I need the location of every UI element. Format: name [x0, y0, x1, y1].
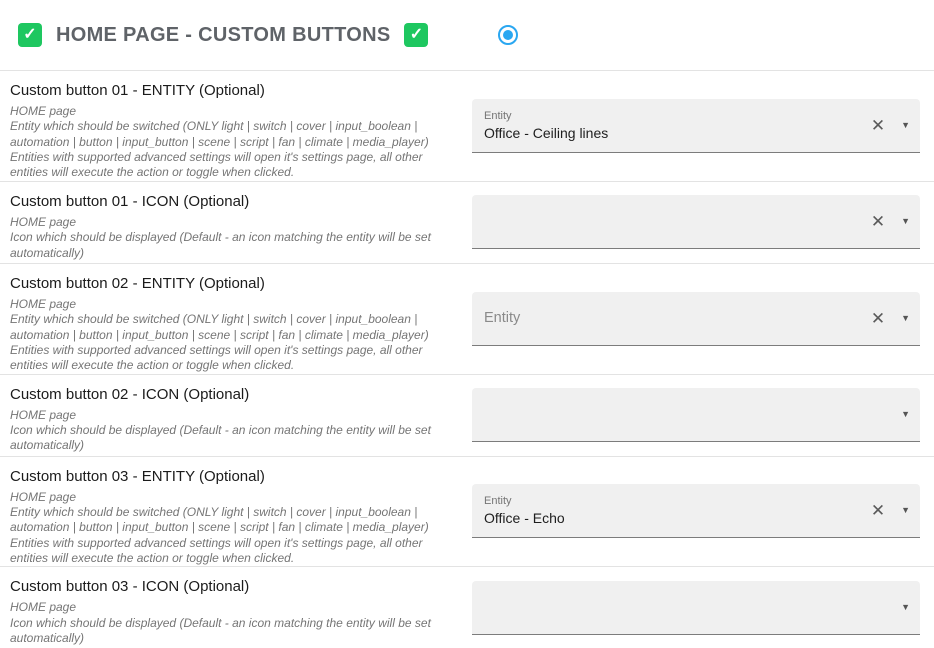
icon-select-custom-button-01[interactable]	[472, 195, 920, 249]
row-text	[10, 182, 466, 261]
desc-line: Entities with supported advanced settings will open it's settings page, all other entities will execute the action or toggle when clicked.	[10, 150, 423, 180]
page-title: HOME PAGE - CUSTOM BUTTONS	[56, 23, 391, 46]
row-text	[10, 375, 466, 454]
icon-select-custom-button-03[interactable]	[472, 581, 920, 635]
desc-line: Entities with supported advanced settings will open it's settings page, all other entities will execute the action or toggle when clicked.	[10, 342, 423, 373]
chevron-down-icon[interactable]: ▼	[901, 119, 910, 130]
desc-line: Icon which should be displayed (Default - an icon matching the entity will be set automatically)	[10, 230, 431, 260]
row-field	[472, 292, 920, 346]
desc-line: Icon which should be displayed (Default - an icon matching the entity will be set automatically)	[10, 615, 431, 646]
row-field	[472, 484, 920, 538]
clear-icon[interactable]: ✕	[870, 308, 886, 328]
desc-line: Icon which should be displayed (Default - an icon matching the entity will be set automatically)	[10, 422, 431, 453]
desc-line: Entity which should be switched (ONLY light | switch | cover | input_boolean | automation | button | input_button | scene | script | fan | climate | media_player)	[10, 504, 429, 535]
row-title: Custom button 02 - ICON (Optional)	[10, 385, 250, 403]
desc-line: HOME page	[10, 407, 77, 422]
desc-line: HOME page	[10, 214, 77, 229]
icon-select-custom-button-02[interactable]	[472, 388, 920, 442]
row-title: Custom button 01 - ICON (Optional)	[10, 192, 250, 210]
config-row-custom-button-01-icon	[0, 181, 934, 263]
row-field	[472, 99, 920, 153]
row-text	[10, 71, 466, 181]
field-text	[484, 495, 871, 526]
row-title: Custom button 02 - ENTITY (Optional)	[10, 274, 265, 292]
config-row-custom-button-02-icon	[0, 374, 934, 456]
field-text	[484, 310, 871, 326]
chevron-down-icon[interactable]: ▼	[901, 216, 910, 227]
entity-select-custom-button-03[interactable]	[472, 484, 920, 538]
desc-line: HOME page	[10, 600, 77, 615]
page-header	[0, 0, 934, 70]
field-text	[484, 110, 871, 141]
chevron-down-icon[interactable]: ▼	[901, 312, 910, 323]
clear-icon[interactable]: ✕	[870, 212, 886, 232]
desc-line: HOME page	[10, 296, 77, 311]
radio-dot-icon	[503, 30, 513, 40]
desc-line: Entity which should be switched (ONLY light | switch | cover | input_boolean | automation | button | input_button | scene | script | fan | climate | media_player)	[10, 312, 429, 342]
row-field	[472, 581, 920, 635]
entity-select-custom-button-02[interactable]	[472, 292, 920, 346]
chevron-down-icon[interactable]: ▼	[901, 409, 910, 420]
field-placeholder: Entity	[484, 310, 521, 327]
chevron-down-icon[interactable]: ▼	[901, 505, 910, 516]
clear-icon[interactable]: ✕	[870, 115, 886, 135]
row-field	[472, 388, 920, 442]
desc-line: Entities with supported advanced settings will open it's settings page, all other entities will execute the action or toggle when clicked.	[10, 535, 423, 566]
config-row-custom-button-03-icon	[0, 566, 934, 648]
row-title: Custom button 03 - ENTITY (Optional)	[10, 467, 265, 485]
field-value: Office - Echo	[484, 510, 565, 527]
field-floating-label: Entity	[484, 109, 512, 122]
chevron-down-icon[interactable]: ▼	[901, 601, 910, 612]
desc-line: Entity which should be switched (ONLY light | switch | cover | input_boolean | automation | button | input_button | scene | script | fan | climate | media_player)	[10, 119, 429, 149]
field-value: Office - Ceiling lines	[484, 124, 609, 141]
row-description	[10, 104, 458, 181]
check-icon: ✓	[409, 26, 424, 43]
entity-select-custom-button-01[interactable]	[472, 99, 920, 153]
config-row-custom-button-03-entity	[0, 456, 934, 567]
row-text	[10, 567, 466, 646]
row-text	[10, 264, 466, 374]
clear-icon[interactable]: ✕	[870, 501, 886, 521]
row-title: Custom button 03 - ICON (Optional)	[10, 578, 250, 596]
check-icon: ✓	[23, 26, 37, 43]
row-description	[10, 490, 458, 567]
row-description	[10, 297, 458, 374]
row-field	[472, 195, 920, 249]
checkbox-right[interactable]	[404, 23, 428, 47]
desc-line: HOME page	[10, 104, 77, 118]
desc-line: HOME page	[10, 489, 77, 504]
row-text	[10, 457, 466, 567]
row-title: Custom button 01 - ENTITY (Optional)	[10, 82, 265, 99]
config-row-custom-button-02-entity	[0, 263, 934, 374]
field-floating-label: Entity	[484, 495, 512, 508]
radio-button[interactable]	[498, 25, 518, 45]
config-row-custom-button-01-entity	[0, 70, 934, 181]
row-description	[10, 600, 458, 646]
row-description	[10, 408, 458, 454]
row-description	[10, 215, 458, 261]
checkbox-left[interactable]	[18, 23, 42, 47]
